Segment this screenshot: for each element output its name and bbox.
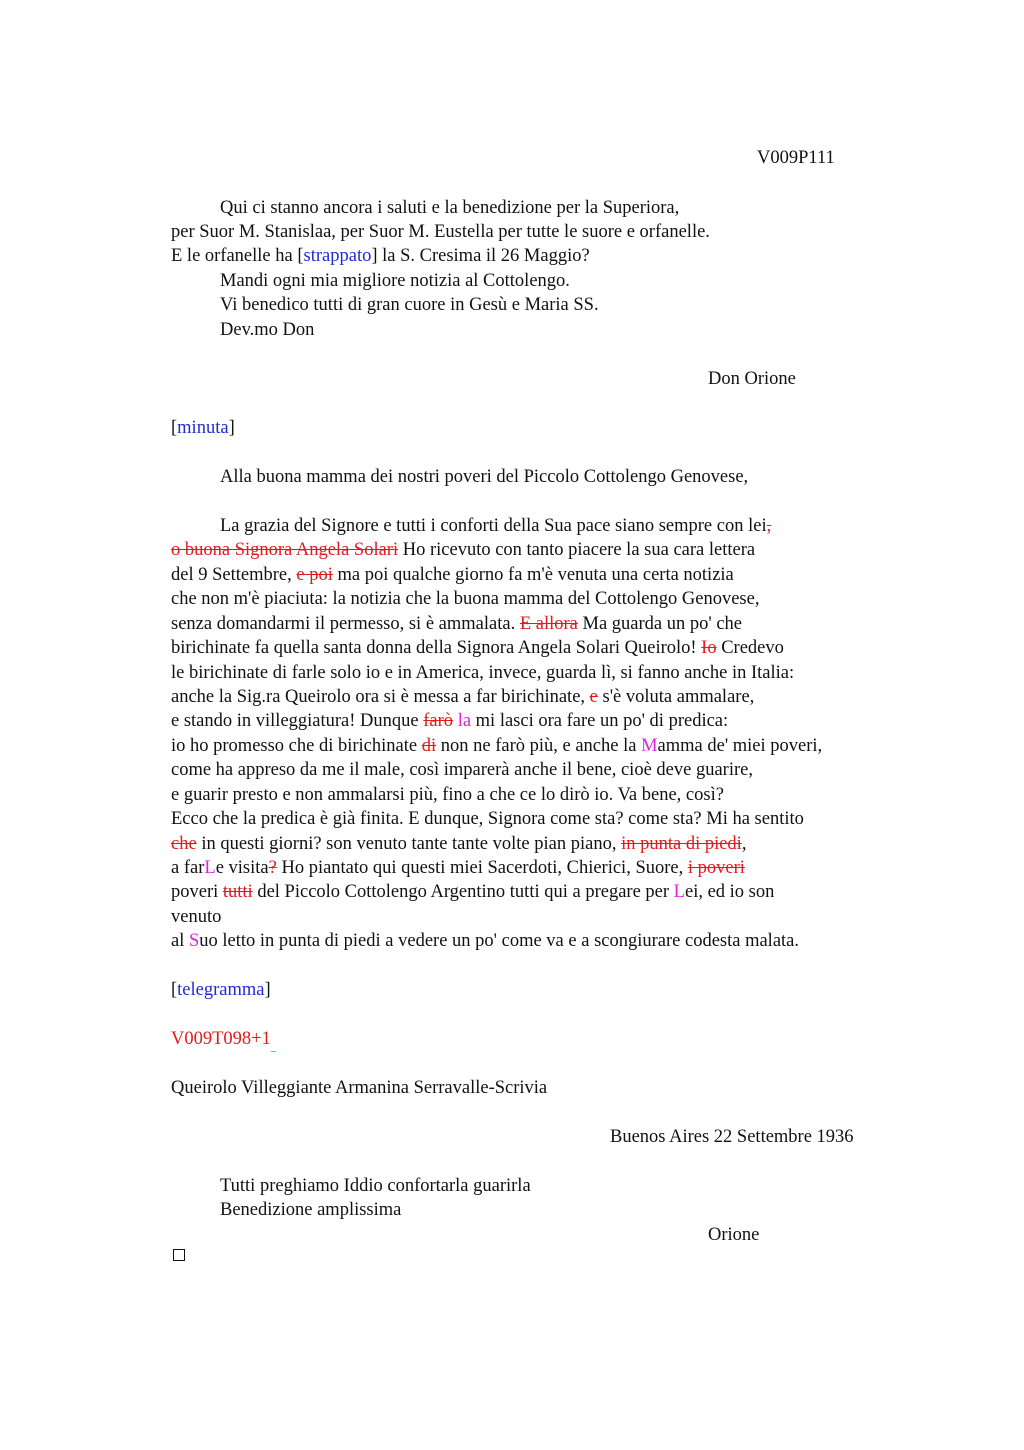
minuta-line-3 (171, 563, 734, 587)
minuta-line-7: le birichinate di farle solo io e in America, invece, guarda lì, si fanno anche in Italia: (171, 663, 795, 683)
letter1-line-5: Vi benedico tutti di gran cuore in Gesù e Maria SS. (220, 295, 599, 315)
inserted-text: la (453, 711, 472, 731)
text-segment: Ma guarda un po' che (577, 614, 742, 634)
deleted-text: che (171, 834, 197, 854)
text-segment: s'è voluta ammalare, (597, 687, 755, 707)
bracket: ] (264, 980, 271, 1000)
text-segment: e stando in villeggiatura! Dunque (171, 711, 424, 731)
text-segment: La grazia del Signore e tutti i conforti della Sua pace siano sempre con lei (220, 516, 767, 536)
bracket: [ (171, 418, 178, 438)
text-segment: a far (171, 858, 205, 878)
deleted-text: Io (701, 638, 717, 658)
deleted-text: tutti (222, 882, 253, 902)
letter1-line-6: Dev.mo Don (220, 320, 315, 340)
deleted-text: ? (268, 858, 277, 878)
inserted-text: M (641, 736, 658, 756)
minuta-line-8 (171, 685, 754, 709)
text-segment: senza domandarmi il permesso, si è ammalata. (171, 614, 520, 634)
minuta-line-4: che non m'è piaciuta: la notizia che la buona mamma del Cottolengo Genovese, (171, 589, 760, 609)
text-segment: Ho ricevuto con tanto piacere la sua cara lettera (398, 540, 756, 560)
minuta-salutation: Alla buona mamma dei nostri poveri del Piccolo Cottolengo Genovese, (220, 467, 749, 487)
text-segment: al (171, 931, 189, 951)
text-segment: poveri (171, 882, 223, 902)
deleted-text: E allora (519, 614, 578, 634)
text-segment: in questi giorni? son venuto tante tante volte pian piano, (196, 834, 622, 854)
letter1-line-4: Mandi ogni mia migliore notizia al Cottolengo. (220, 271, 570, 291)
minuta-line-16 (171, 880, 774, 904)
deleted-text: o buona Signora Angela Solari (171, 540, 399, 560)
text-segment: Credevo (716, 638, 784, 658)
editorial-note: telegramma (177, 980, 265, 1000)
minuta-line-1 (220, 514, 771, 538)
text-segment: E le orfanelle ha [ (171, 246, 304, 266)
telegram-date: Buenos Aires 22 Settembre 1936 (610, 1127, 854, 1147)
text-segment: , (741, 834, 747, 854)
deleted-text: in punta di piedi (621, 834, 742, 854)
text-segment: del Piccolo Cottolengo Argentino tutti qui a pregare per (252, 882, 674, 902)
text-segment: ma poi qualche giorno fa m'è venuta una certa notizia (332, 565, 734, 585)
telegram-line-1: Tutti preghiamo Iddio confortarla guarirla (220, 1176, 531, 1196)
inserted-text: L (204, 858, 216, 878)
minuta-line-2 (171, 538, 755, 562)
checkbox-glyph (173, 1249, 185, 1261)
minuta-line-18 (171, 929, 799, 953)
text-segment: ] la S. Cresima il 26 Maggio? (371, 246, 590, 266)
text-segment: mi lasci ora fare un po' di predica: (471, 711, 729, 731)
deleted-text: e poi (296, 565, 333, 585)
text-segment: anche la Sig.ra Queirolo ora si è messa a far birichinate, (171, 687, 590, 707)
letter1-line-3 (171, 244, 590, 268)
text-segment: non ne farò più, e anche la (436, 736, 642, 756)
deleted-text: , (766, 516, 772, 536)
code-suffix: _ (270, 1042, 276, 1053)
bracket: [ (171, 980, 178, 1000)
section-heading-telegramma (171, 978, 271, 1002)
text-segment: del 9 Settembre, (171, 565, 297, 585)
telegram-address: Queirolo Villeggiante Armanina Serravalle-Scrivia (171, 1078, 548, 1098)
section-heading-minuta (171, 416, 235, 440)
minuta-line-11: come ha appreso da me il male, così imparerà anche il bene, cioè deve guarire, (171, 760, 753, 780)
telegram-signature: Orione (708, 1225, 760, 1245)
editorial-note: strappato (303, 246, 372, 266)
deleted-text: farò (423, 711, 454, 731)
text-segment: amma de' miei poveri, (657, 736, 823, 756)
letter1-line-1: Qui ci stanno ancora i saluti e la benedizione per la Superiora, (220, 198, 680, 218)
editorial-note: minuta (177, 418, 229, 438)
minuta-line-17: venuto (171, 907, 222, 927)
letter1-line-2: per Suor M. Stanislaa, per Suor M. Eustella per tutte le suore e orfanelle. (171, 222, 710, 242)
text-segment: uo letto in punta di piedi a vedere un po' come va e a scongiurare codesta malata. (199, 931, 800, 951)
page-id: V009P111 (757, 148, 835, 168)
code-text: V009T098+1 (171, 1029, 271, 1049)
deleted-text: di (421, 736, 437, 756)
minuta-line-10 (171, 734, 822, 758)
minuta-line-6 (171, 636, 784, 660)
minuta-line-14 (171, 832, 746, 856)
minuta-line-9 (171, 709, 728, 733)
text-segment: e visita (215, 858, 269, 878)
minuta-line-15 (171, 856, 745, 880)
deleted-text: e (589, 687, 598, 707)
telegram-code (171, 1027, 276, 1051)
text-segment: Ho piantato qui questi miei Sacerdoti, Chierici, Suore, (276, 858, 688, 878)
minuta-line-13: Ecco che la predica è già finita. E dunque, Signora come sta? come sta? Mi ha sentito (171, 809, 804, 829)
minuta-line-12: e guarir presto e non ammalarsi più, fino a che ce lo dirò io. Va bene, così? (171, 785, 724, 805)
text-segment: ei, ed io son (684, 882, 775, 902)
inserted-text: S (188, 931, 200, 951)
text-segment: io ho promesso che di birichinate (171, 736, 422, 756)
telegram-line-2: Benedizione amplissima (220, 1200, 402, 1220)
minuta-line-5 (171, 612, 742, 636)
inserted-text: L (673, 882, 685, 902)
text-segment: birichinate fa quella santa donna della Signora Angela Solari Queirolo! (171, 638, 702, 658)
bracket: ] (228, 418, 235, 438)
letter1-signature: Don Orione (708, 369, 796, 389)
deleted-text: i poveri (687, 858, 745, 878)
